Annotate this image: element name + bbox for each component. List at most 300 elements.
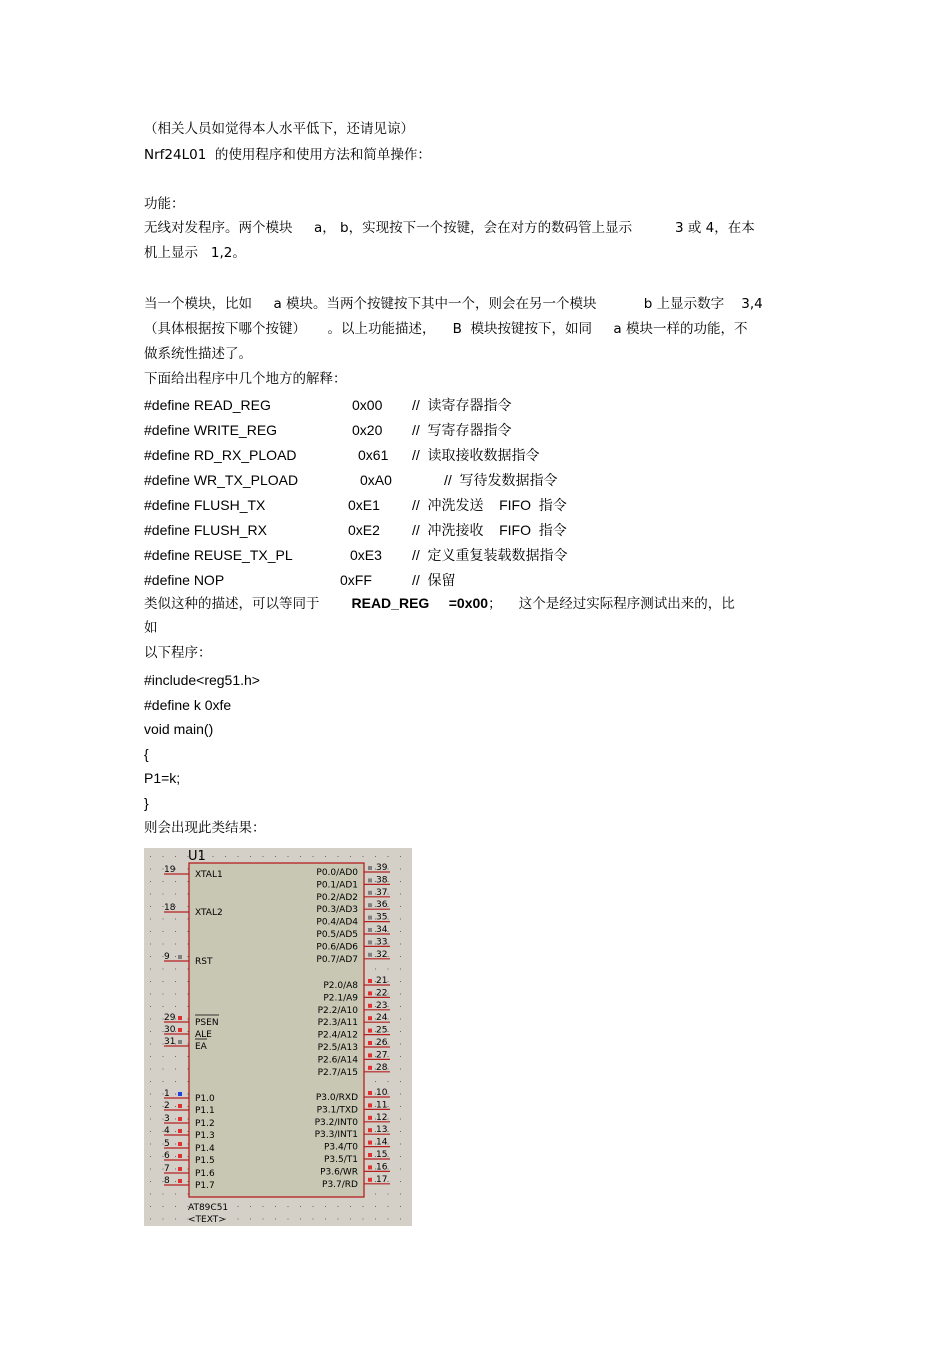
pin-state-marker bbox=[368, 866, 372, 870]
grid-dot bbox=[325, 856, 326, 857]
grid-dot bbox=[163, 994, 164, 995]
grid-dot bbox=[150, 1219, 151, 1220]
grid-dot bbox=[375, 856, 376, 857]
grid-dot bbox=[400, 1119, 401, 1120]
pin-state-marker bbox=[178, 1028, 182, 1032]
grid-dot bbox=[388, 856, 389, 857]
grid-dot bbox=[238, 1219, 239, 1220]
grid-dot bbox=[400, 1144, 401, 1145]
pin-number-left: 1 bbox=[164, 1089, 170, 1099]
pin-label-left: P1.0 bbox=[195, 1094, 215, 1104]
pin-number-right: 33 bbox=[376, 937, 388, 948]
define-value: 0xE3 bbox=[350, 547, 382, 563]
pin-number-left: 30 bbox=[164, 1025, 176, 1035]
pin-label-left: P1.7 bbox=[195, 1181, 215, 1191]
grid-dot bbox=[388, 894, 389, 895]
pin-state-marker bbox=[368, 1066, 372, 1070]
pin-state-marker bbox=[178, 1167, 182, 1171]
grid-dot bbox=[150, 1119, 151, 1120]
grid-dot bbox=[150, 981, 151, 982]
pin-state-marker bbox=[368, 878, 372, 882]
pin-label-left: P1.6 bbox=[195, 1169, 215, 1179]
pin-state-marker bbox=[368, 1041, 372, 1045]
grid-dot bbox=[388, 1044, 389, 1045]
grid-dot bbox=[363, 856, 364, 857]
pin-label-right: P2.2/A10 bbox=[317, 1005, 358, 1016]
grid-dot bbox=[325, 1219, 326, 1220]
define-name: #define FLUSH_TX bbox=[144, 497, 266, 513]
grid-dot bbox=[363, 1219, 364, 1220]
pin-label-right: P3.0/RXD bbox=[315, 1093, 358, 1103]
grid-dot bbox=[375, 969, 376, 970]
grid-dot bbox=[400, 856, 401, 857]
grid-dot bbox=[388, 1156, 389, 1157]
pin-label-right: P0.0/AD0 bbox=[316, 868, 358, 878]
grid-dot bbox=[275, 856, 276, 857]
define-name: #define READ_REG bbox=[144, 397, 271, 413]
pin-state-marker bbox=[368, 1103, 372, 1107]
grid-dot bbox=[263, 856, 264, 857]
pin-state-marker bbox=[178, 1040, 182, 1044]
grid-dot bbox=[400, 1181, 401, 1182]
grid-dot bbox=[150, 1131, 151, 1132]
function-title: 功能： bbox=[144, 196, 185, 212]
grid-dot bbox=[388, 1206, 389, 1207]
grid-dot bbox=[163, 931, 164, 932]
pin-label-right: P0.5/AD5 bbox=[316, 930, 358, 940]
pin-number-right: 34 bbox=[376, 925, 388, 935]
pin-state-marker bbox=[368, 916, 372, 920]
pin-label-right: P3.5/T1 bbox=[324, 1155, 358, 1165]
grid-dot bbox=[300, 1219, 301, 1220]
pin-label-right: P2.0/A8 bbox=[323, 981, 358, 991]
pin-state-marker bbox=[368, 1053, 372, 1057]
pin-state-marker bbox=[178, 955, 182, 959]
pin-state-marker bbox=[178, 1179, 182, 1183]
define-comment: // 读取接收数据指令 bbox=[412, 447, 540, 463]
grid-dot bbox=[313, 856, 314, 857]
grid-dot bbox=[250, 1206, 251, 1207]
intro-line: Nrf24L01 的使用程序和使用方法和简单操作： bbox=[144, 147, 431, 163]
pin-label-right: P0.4/AD4 bbox=[316, 917, 358, 928]
similar-post: ； 这个是经过实际程序测试出来的，比 bbox=[488, 596, 735, 612]
grid-dot bbox=[400, 969, 401, 970]
grid-dot bbox=[238, 1206, 239, 1207]
pin-label-left: XTAL1 bbox=[195, 870, 223, 880]
pin-label-right: P3.3/INT1 bbox=[314, 1130, 358, 1141]
result-title: 则会出现此类结果： bbox=[144, 820, 266, 836]
grid-dot bbox=[150, 1206, 151, 1207]
pin-number-left: 29 bbox=[164, 1013, 176, 1023]
grid-dot bbox=[225, 856, 226, 857]
pin-number-right: 16 bbox=[376, 1162, 388, 1173]
grid-dot bbox=[400, 869, 401, 870]
similar-line bbox=[144, 594, 735, 613]
grid-dot bbox=[275, 1219, 276, 1220]
pin-state-marker bbox=[368, 1128, 372, 1132]
grid-dot bbox=[375, 1219, 376, 1220]
define-comment: // 读寄存器指令 bbox=[412, 397, 512, 413]
grid-dot bbox=[150, 931, 151, 932]
grid-dot bbox=[150, 1144, 151, 1145]
grid-dot bbox=[400, 906, 401, 907]
grid-dot bbox=[350, 1219, 351, 1220]
define-value: 0xA0 bbox=[360, 472, 392, 488]
grid-dot bbox=[150, 1019, 151, 1020]
grid-dot bbox=[400, 931, 401, 932]
grid-dot bbox=[400, 1131, 401, 1132]
grid-dot bbox=[388, 1219, 389, 1220]
similar-bold: READ_REG =0x00 bbox=[351, 595, 489, 611]
function-line-2: 机上显示 1,2。 bbox=[144, 245, 246, 261]
pin-state-marker bbox=[178, 1129, 182, 1133]
grid-dot bbox=[250, 1219, 251, 1220]
pin-number-left: 5 bbox=[164, 1139, 170, 1149]
pin-number-left: 31 bbox=[164, 1037, 176, 1047]
grid-dot bbox=[150, 956, 151, 957]
grid-dot bbox=[163, 1206, 164, 1207]
grid-dot bbox=[163, 944, 164, 945]
pin-state-marker bbox=[178, 1104, 182, 1108]
grid-dot bbox=[175, 1181, 176, 1182]
grid-dot bbox=[175, 1056, 176, 1057]
schematic-figure bbox=[144, 848, 412, 1226]
define-value: 0xE1 bbox=[348, 497, 380, 513]
grid-dot bbox=[400, 1106, 401, 1107]
define-name: #define WR_TX_PLOAD bbox=[144, 472, 299, 488]
define-value: 0x61 bbox=[358, 447, 389, 463]
grid-dot bbox=[163, 1219, 164, 1220]
grid-dot bbox=[150, 994, 151, 995]
grid-dot bbox=[400, 1019, 401, 1020]
pin-label-right: P0.3/AD3 bbox=[316, 905, 358, 916]
pin-label-left: ALE bbox=[195, 1030, 212, 1040]
pin-number-right: 12 bbox=[376, 1112, 388, 1123]
grid-dot bbox=[288, 856, 289, 857]
function-line-1: 无线对发程序。两个模块 a， b，实现按下一个按键，会在对方的数码管上显示 3 或 4，在本 bbox=[144, 220, 755, 236]
define-comment: // 定义重复装载数据指令 bbox=[412, 547, 568, 563]
grid-dot bbox=[400, 1056, 401, 1057]
grid-dot bbox=[175, 894, 176, 895]
pin-label-right: P3.6/WR bbox=[320, 1167, 358, 1178]
program-line: { bbox=[144, 745, 149, 762]
grid-dot bbox=[400, 894, 401, 895]
program-line: } bbox=[144, 795, 149, 811]
grid-dot bbox=[388, 881, 389, 882]
grid-dot bbox=[388, 869, 389, 870]
grid-dot bbox=[175, 1169, 176, 1170]
program-line: #include<reg51.h> bbox=[144, 672, 260, 688]
grid-dot bbox=[163, 1081, 164, 1082]
pin-number-right: 35 bbox=[376, 912, 388, 923]
grid-dot bbox=[400, 994, 401, 995]
pin-label-right: P2.5/A13 bbox=[317, 1043, 358, 1053]
grid-dot bbox=[338, 856, 339, 857]
grid-dot bbox=[338, 1219, 339, 1220]
pin-number-left: 7 bbox=[164, 1164, 170, 1174]
grid-dot bbox=[175, 956, 176, 957]
grid-dot bbox=[150, 1006, 151, 1007]
grid-dot bbox=[175, 994, 176, 995]
grid-dot bbox=[388, 994, 389, 995]
grid-dot bbox=[175, 856, 176, 857]
pin-state-marker bbox=[368, 979, 372, 983]
description-line-2: （具体根据按下哪个按键） 。以上功能描述， B 模块按键按下，如同 a 模块一样的功能，不 bbox=[144, 321, 748, 337]
grid-dot bbox=[175, 881, 176, 882]
grid-dot bbox=[150, 1044, 151, 1045]
pin-label-right: P2.6/A14 bbox=[317, 1055, 358, 1066]
grid-dot bbox=[150, 856, 151, 857]
pin-state-marker bbox=[178, 1154, 182, 1158]
chip-ref: U1 bbox=[188, 849, 206, 864]
pin-state-marker bbox=[368, 928, 372, 932]
grid-dot bbox=[275, 1206, 276, 1207]
grid-dot bbox=[150, 1081, 151, 1082]
define-value: 0x20 bbox=[352, 422, 383, 438]
grid-dot bbox=[400, 944, 401, 945]
pin-number-left: 8 bbox=[164, 1176, 170, 1186]
pin-label-left: P1.2 bbox=[195, 1119, 215, 1129]
pin-label-left: RST bbox=[195, 957, 213, 967]
grid-dot bbox=[313, 1219, 314, 1220]
grid-dot bbox=[388, 1006, 389, 1007]
grid-dot bbox=[213, 856, 214, 857]
grid-dot bbox=[388, 1106, 389, 1107]
grid-dot bbox=[175, 981, 176, 982]
define-name: #define RD_RX_PLOAD bbox=[144, 447, 297, 463]
grid-dot bbox=[388, 1094, 389, 1095]
grid-dot bbox=[175, 919, 176, 920]
grid-dot bbox=[388, 1031, 389, 1032]
pin-number-left: 4 bbox=[164, 1126, 170, 1136]
pin-number-left: 6 bbox=[164, 1151, 170, 1161]
grid-dot bbox=[163, 969, 164, 970]
pin-state-marker bbox=[178, 1092, 182, 1096]
grid-dot bbox=[150, 1069, 151, 1070]
grid-dot bbox=[175, 1219, 176, 1220]
grid-dot bbox=[263, 1206, 264, 1207]
program-line: #define k 0xfe bbox=[144, 696, 232, 713]
pin-state-marker bbox=[368, 953, 372, 957]
grid-dot bbox=[400, 1206, 401, 1207]
pin-number-right: 21 bbox=[376, 976, 388, 986]
grid-dot bbox=[400, 1069, 401, 1070]
define-comment: // 冲洗接收 FIFO 指令 bbox=[412, 522, 567, 538]
pin-number-right: 15 bbox=[376, 1150, 388, 1160]
pin-number-right: 27 bbox=[376, 1050, 388, 1061]
grid-dot bbox=[150, 1031, 151, 1032]
pin-label-right: P0.1/AD1 bbox=[316, 880, 358, 891]
pin-state-marker bbox=[178, 1016, 182, 1020]
pin-number-right: 36 bbox=[376, 900, 388, 911]
grid-dot bbox=[175, 1119, 176, 1120]
grid-dot bbox=[150, 906, 151, 907]
program-line: P1=k; bbox=[144, 770, 181, 787]
grid-dot bbox=[150, 969, 151, 970]
grid-dot bbox=[313, 1206, 314, 1207]
grid-dot bbox=[175, 1094, 176, 1095]
grid-dot bbox=[175, 931, 176, 932]
grid-dot bbox=[150, 1094, 151, 1095]
at89c51-schematic bbox=[144, 848, 412, 1226]
pin-number-right: 10 bbox=[376, 1088, 388, 1098]
pin-state-marker bbox=[368, 1029, 372, 1033]
grid-dot bbox=[175, 1106, 176, 1107]
pin-label-right: P0.6/AD6 bbox=[316, 942, 358, 953]
pin-label-left: P1.5 bbox=[195, 1156, 215, 1166]
grid-dot bbox=[388, 919, 389, 920]
pin-state-marker bbox=[368, 1091, 372, 1095]
pin-state-marker bbox=[178, 1142, 182, 1146]
pin-state-marker bbox=[368, 1153, 372, 1157]
pin-number-right: 17 bbox=[376, 1174, 388, 1185]
grid-dot bbox=[250, 856, 251, 857]
pin-number-right: 13 bbox=[376, 1125, 388, 1136]
grid-dot bbox=[388, 1069, 389, 1070]
pin-number-right: 23 bbox=[376, 1000, 388, 1011]
pin-number-left: 3 bbox=[164, 1114, 170, 1124]
pin-label-right: P0.2/AD2 bbox=[316, 892, 358, 903]
pin-label-left: XTAL2 bbox=[195, 908, 223, 918]
grid-dot bbox=[175, 1006, 176, 1007]
pin-state-marker bbox=[368, 1178, 372, 1182]
grid-dot bbox=[150, 1169, 151, 1170]
explain-title: 下面给出程序中几个地方的解释： bbox=[144, 371, 347, 387]
grid-dot bbox=[400, 1081, 401, 1082]
grid-dot bbox=[400, 981, 401, 982]
pin-state-marker bbox=[368, 991, 372, 995]
grid-dot bbox=[388, 969, 389, 970]
grid-dot bbox=[400, 1044, 401, 1045]
define-name: #define WRITE_REG bbox=[144, 422, 278, 438]
define-value: 0xE2 bbox=[348, 522, 380, 538]
grid-dot bbox=[350, 856, 351, 857]
grid-dot bbox=[150, 1194, 151, 1195]
header-note: （相关人员如觉得本人水平低下，还请见谅） bbox=[144, 121, 414, 137]
grid-dot bbox=[163, 1056, 164, 1057]
define-name: #define NOP bbox=[144, 572, 225, 588]
grid-dot bbox=[150, 869, 151, 870]
grid-dot bbox=[400, 919, 401, 920]
define-value: 0x00 bbox=[352, 397, 383, 413]
pin-label-right: P2.3/A11 bbox=[317, 1018, 358, 1029]
define-name: #define REUSE_TX_PL bbox=[144, 547, 293, 563]
pin-state-marker bbox=[368, 1141, 372, 1145]
grid-dot bbox=[400, 1194, 401, 1195]
pin-label-right: P3.2/INT0 bbox=[314, 1117, 358, 1128]
grid-dot bbox=[388, 1081, 389, 1082]
grid-dot bbox=[388, 956, 389, 957]
define-value: 0xFF bbox=[340, 572, 372, 588]
pin-number-right: 25 bbox=[376, 1025, 388, 1036]
grid-dot bbox=[375, 1194, 376, 1195]
grid-dot bbox=[163, 881, 164, 882]
grid-dot bbox=[150, 1106, 151, 1107]
grid-dot bbox=[388, 981, 389, 982]
grid-dot bbox=[325, 1206, 326, 1207]
pin-label-right: P2.1/A9 bbox=[323, 993, 358, 1004]
grid-dot bbox=[400, 1094, 401, 1095]
pin-label-right: P0.7/AD7 bbox=[316, 954, 358, 965]
grid-dot bbox=[150, 919, 151, 920]
grid-dot bbox=[400, 1156, 401, 1157]
pin-state-marker bbox=[368, 940, 372, 944]
grid-dot bbox=[300, 1206, 301, 1207]
grid-dot bbox=[175, 944, 176, 945]
grid-dot bbox=[350, 1206, 351, 1207]
grid-dot bbox=[388, 1194, 389, 1195]
grid-dot bbox=[400, 956, 401, 957]
grid-dot bbox=[388, 1144, 389, 1145]
pin-label-right: P3.7/RD bbox=[322, 1179, 358, 1190]
similar-pre: 类似这种的描述，可以等同于 bbox=[144, 596, 320, 612]
grid-dot bbox=[150, 1181, 151, 1182]
grid-dot bbox=[400, 881, 401, 882]
pin-number-left: 19 bbox=[164, 865, 176, 875]
pin-number-right: 39 bbox=[376, 863, 388, 873]
grid-dot bbox=[263, 1219, 264, 1220]
grid-dot bbox=[163, 894, 164, 895]
grid-dot bbox=[163, 856, 164, 857]
define-comment: // 保留 bbox=[412, 572, 456, 588]
grid-dot bbox=[150, 881, 151, 882]
grid-dot bbox=[388, 944, 389, 945]
pin-label-right: P2.4/A12 bbox=[317, 1030, 358, 1041]
pin-number-right: 26 bbox=[376, 1038, 388, 1048]
pin-state-marker bbox=[368, 903, 372, 907]
grid-dot bbox=[400, 1031, 401, 1032]
grid-dot bbox=[175, 1144, 176, 1145]
pin-label-right: P3.1/TXD bbox=[316, 1105, 358, 1116]
pin-number-left: 18 bbox=[164, 903, 176, 913]
pin-label-left: P1.4 bbox=[195, 1144, 215, 1154]
grid-dot bbox=[175, 1131, 176, 1132]
grid-dot bbox=[150, 944, 151, 945]
pin-number-left: 9 bbox=[164, 952, 170, 962]
pin-label-left: P1.1 bbox=[195, 1106, 215, 1116]
pin-number-right: 37 bbox=[376, 887, 388, 898]
define-comment: // 写寄存器指令 bbox=[412, 422, 512, 438]
pin-label-right: P2.7/A15 bbox=[317, 1067, 358, 1078]
grid-dot bbox=[363, 1206, 364, 1207]
grid-dot bbox=[400, 1169, 401, 1170]
pin-state-marker bbox=[368, 1016, 372, 1020]
pin-number-right: 11 bbox=[376, 1100, 388, 1111]
grid-dot bbox=[150, 894, 151, 895]
define-name: #define FLUSH_RX bbox=[144, 522, 267, 538]
description-line-1: 当一个模块，比如 a 模块。当两个按键按下其中一个，则会在另一个模块 b 上显示数字 3,4 bbox=[144, 296, 763, 312]
pin-number-right: 24 bbox=[376, 1013, 388, 1024]
chip-text-tag: <TEXT> bbox=[188, 1215, 226, 1225]
pin-state-marker bbox=[368, 1165, 372, 1169]
grid-dot bbox=[163, 1069, 164, 1070]
pin-number-right: 28 bbox=[376, 1062, 388, 1073]
grid-dot bbox=[400, 1006, 401, 1007]
grid-dot bbox=[150, 1156, 151, 1157]
grid-dot bbox=[163, 919, 164, 920]
pin-state-marker bbox=[368, 1004, 372, 1008]
pin-number-right: 14 bbox=[376, 1137, 388, 1148]
grid-dot bbox=[388, 1169, 389, 1170]
description-line-3: 做系统性描述了。 bbox=[144, 346, 252, 362]
grid-dot bbox=[388, 931, 389, 932]
grid-dot bbox=[388, 1019, 389, 1020]
grid-dot bbox=[388, 906, 389, 907]
define-comment: // 冲洗发送 FIFO 指令 bbox=[412, 497, 567, 513]
grid-dot bbox=[388, 1119, 389, 1120]
program-line: void main() bbox=[144, 721, 214, 738]
grid-dot bbox=[300, 856, 301, 857]
